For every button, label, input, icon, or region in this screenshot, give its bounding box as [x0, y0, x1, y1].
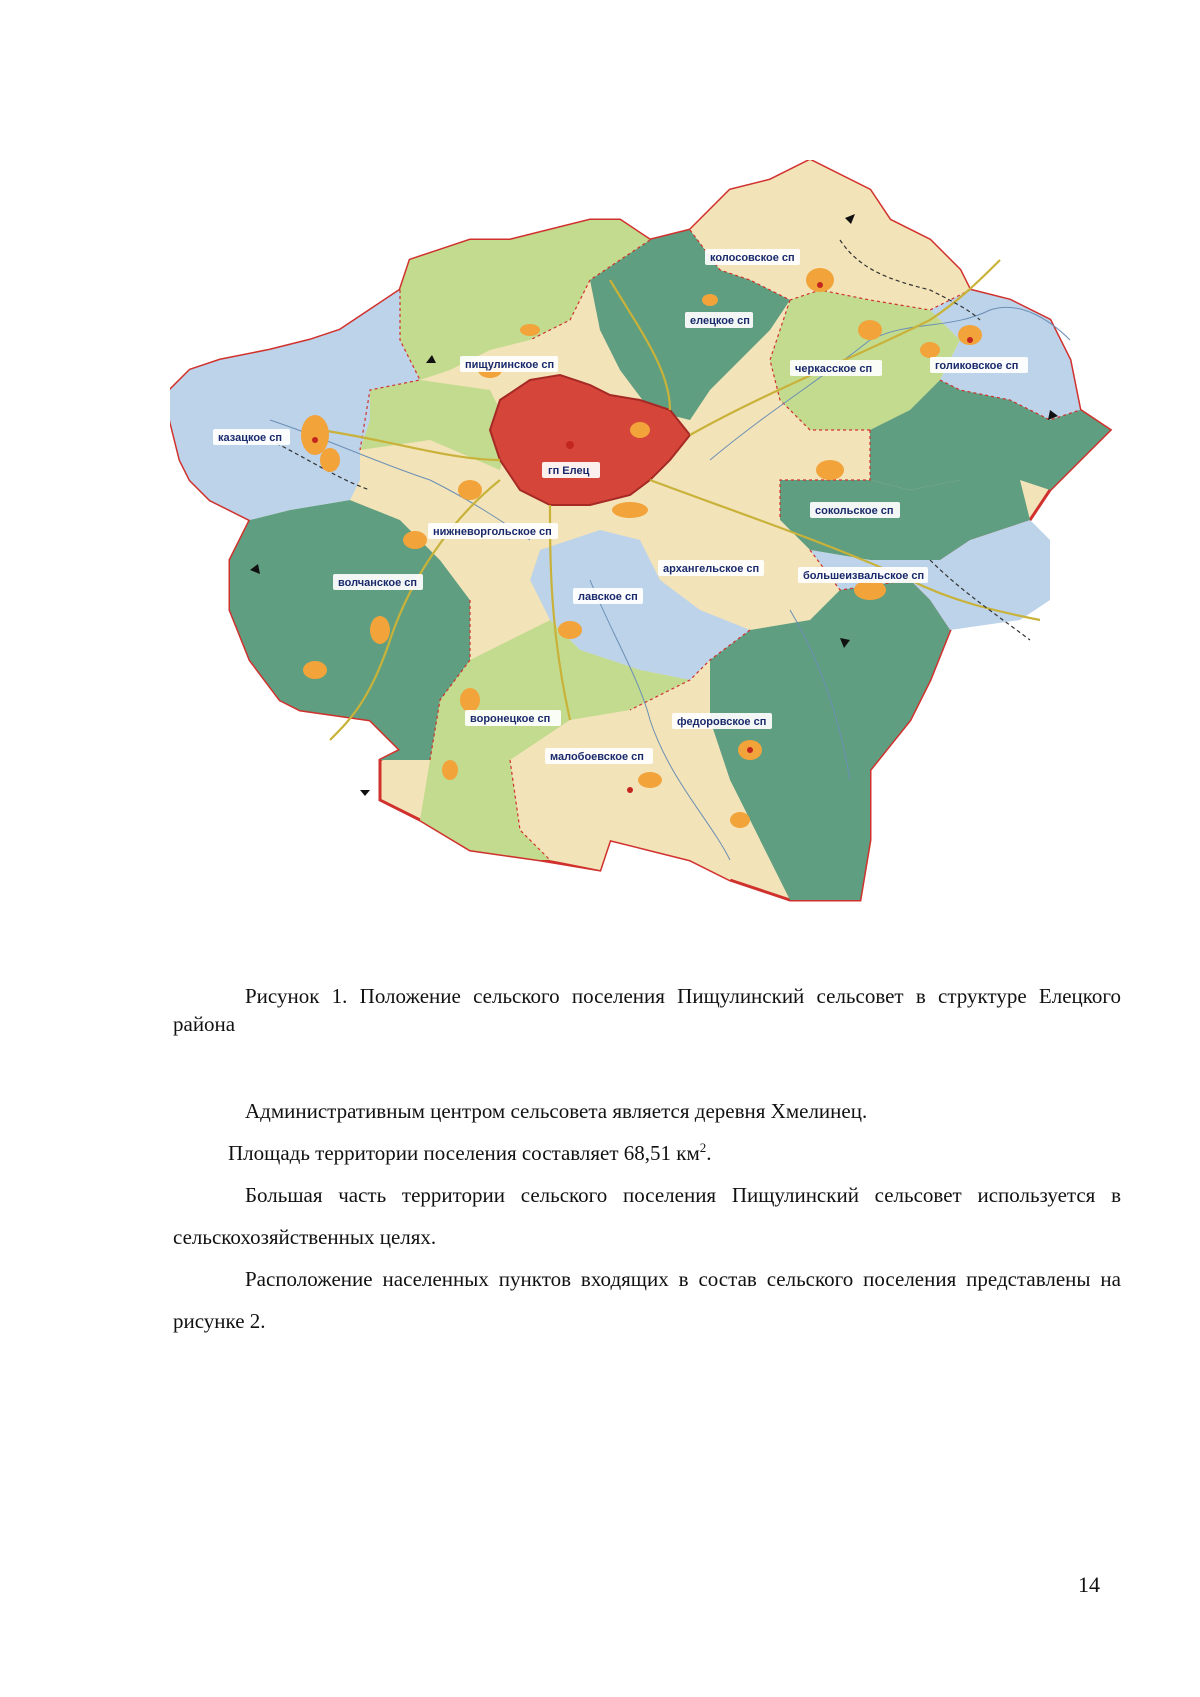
- paragraph-area-text: Площадь территории поселения составляет 68,51 км: [228, 1141, 700, 1165]
- district-label-bolsheizvalskoe: [798, 567, 928, 583]
- district-label-arkhangelskoe: [658, 560, 764, 576]
- district-label-voronetskoe-text: воронецкое сп: [470, 713, 551, 725]
- district-label-lavskoe-text: лавское сп: [578, 591, 638, 603]
- district-label-cherkasskoe-text: черкасское сп: [795, 363, 873, 375]
- district-label-gp-elets-text: гп Елец: [548, 465, 590, 477]
- paragraph-area: [228, 1132, 1121, 1174]
- district-label-arkhangelskoe-text: архангельское сп: [663, 563, 760, 575]
- caption-text: Рисунок 1. Положение сельского поселения Пищулинский сельсовет в структуре Елецкого района: [173, 984, 1121, 1036]
- district-label-pischulinskoe-text: пищулинское сп: [465, 359, 555, 371]
- district-label-golikovskoe-text: голиковское сп: [935, 360, 1019, 372]
- district-label-nizhnevorgolskoe-text: нижневоргольское сп: [433, 526, 552, 538]
- figure-caption: [173, 982, 1121, 1038]
- district-label-volchanskoe: [333, 574, 423, 590]
- district-label-kolosovskoe: [705, 249, 800, 265]
- paragraph-settlements-text: Расположение населенных пунктов входящих в состав сельского поселения представлены на рисунке 2.: [173, 1267, 1121, 1333]
- district-label-pischulinskoe: [460, 356, 558, 372]
- area-unit-superscript: 2: [699, 1140, 707, 1155]
- district-label-bolsheizvalskoe-text: большеизвальское сп: [803, 570, 925, 582]
- district-label-fedorovskoe: [672, 713, 772, 729]
- paragraph-admin-center-text: Административным центром сельсовета является деревня Хмелинец.: [245, 1099, 868, 1123]
- district-map-figure: [170, 160, 1160, 970]
- paragraph-land-use: [173, 1174, 1121, 1258]
- paragraph-area-end: .: [706, 1141, 712, 1165]
- paragraph-land-use-text: Большая часть территории сельского поселения Пищулинский сельсовет используется в сельскохозяйственных целях.: [173, 1183, 1121, 1249]
- district-label-eletskoe-text: елецкое сп: [690, 315, 750, 327]
- district-label-maloboevskoe: [545, 748, 653, 764]
- district-label-sokolskoe: [810, 502, 900, 518]
- district-label-golikovskoe: [930, 357, 1028, 373]
- page-number: 14: [1078, 1572, 1100, 1597]
- district-label-fedorovskoe-text: федоровское сп: [677, 716, 767, 728]
- district-map: [170, 160, 1160, 970]
- district-label-nizhnevorgolskoe: [428, 523, 558, 539]
- district-label-kazatskoe-text: казацкое сп: [218, 432, 282, 444]
- district-label-volchanskoe-text: волчанское сп: [338, 577, 418, 589]
- paragraph-settlements: [173, 1258, 1121, 1342]
- district-label-sokolskoe-text: сокольское сп: [815, 505, 894, 517]
- district-label-gp-elets: [542, 462, 600, 478]
- district-label-eletskoe: [685, 312, 753, 328]
- paragraph-admin-center: [173, 1090, 1121, 1132]
- district-label-kolosovskoe-text: колосовское сп: [710, 252, 795, 264]
- district-label-cherkasskoe: [790, 360, 882, 376]
- district-label-maloboevskoe-text: малобоевское сп: [550, 751, 644, 763]
- district-label-voronetskoe: [465, 710, 561, 726]
- district-label-lavskoe: [573, 588, 643, 604]
- district-label-kazatskoe: [213, 429, 290, 445]
